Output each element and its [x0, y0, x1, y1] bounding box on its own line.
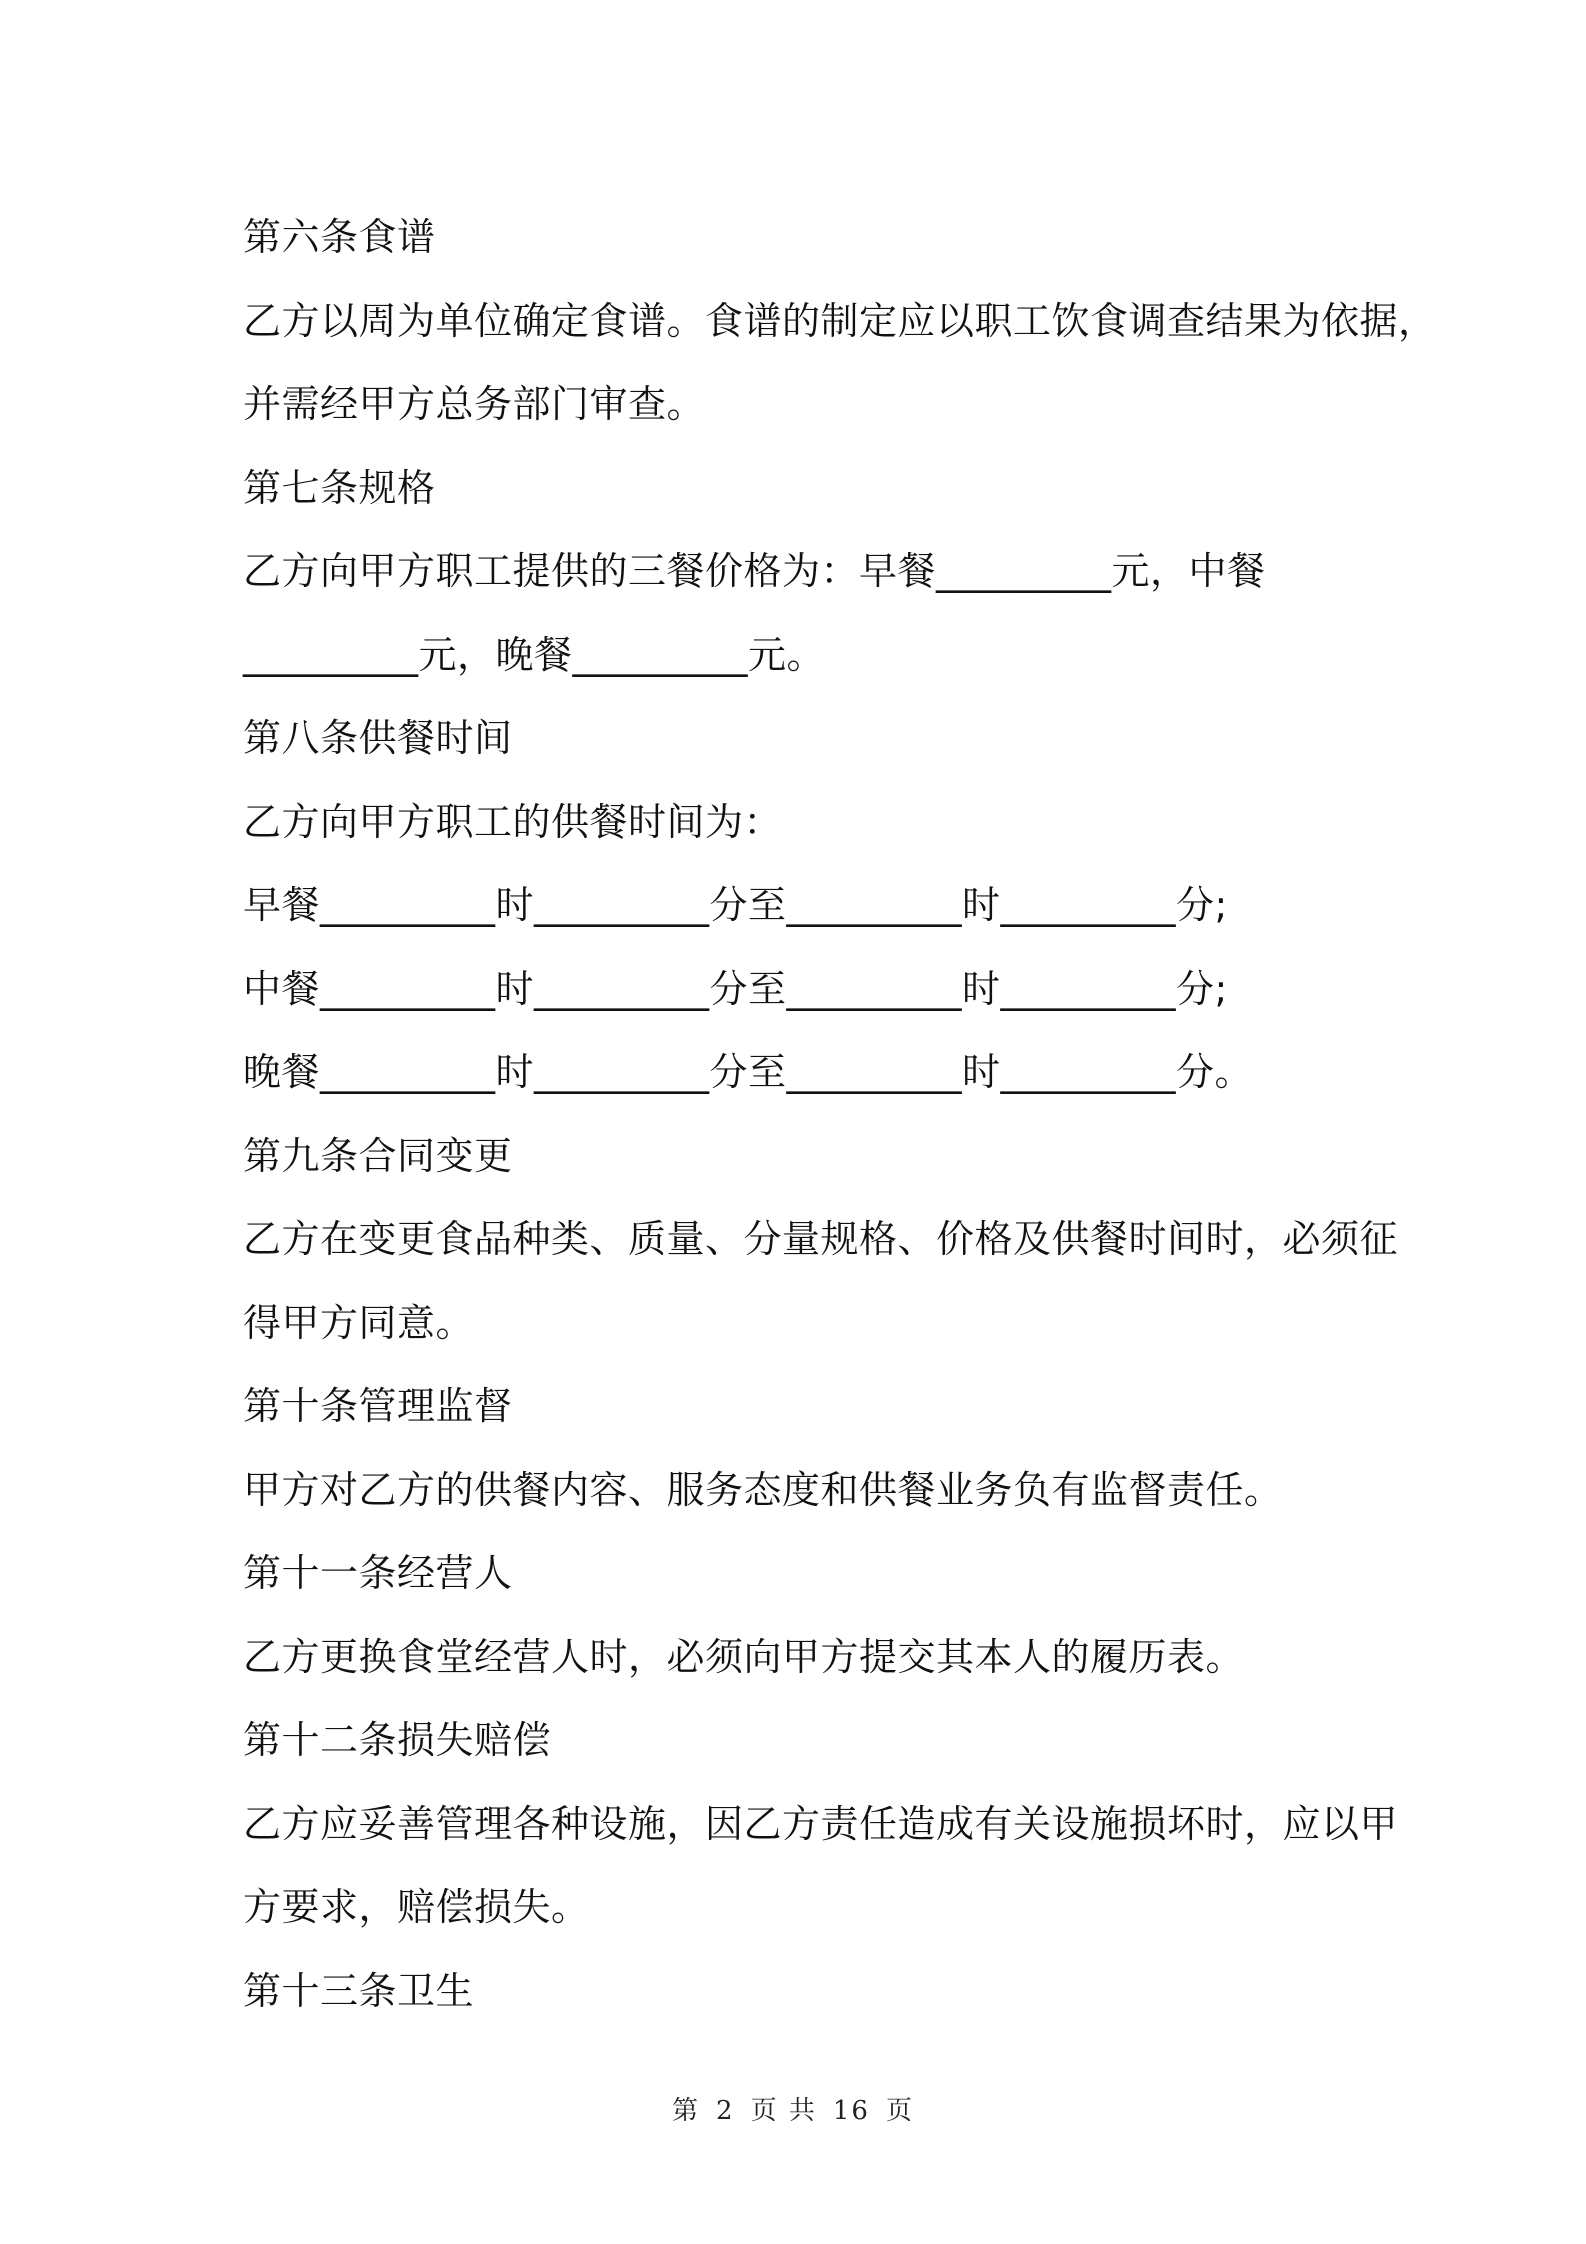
article-8-heading: 第八条供餐时间 — [243, 716, 513, 760]
footer-middle: 页 共 — [750, 2096, 817, 2126]
article-11-text: 乙方更换食堂经营人时，必须向甲方提交其本人的履历表。 — [243, 1634, 1245, 1679]
footer-current-page: 2 — [716, 2096, 735, 2126]
article-8-intro: 乙方向甲方职工的供餐时间为： — [243, 799, 783, 844]
article-12-text-line-2: 方要求，赔偿损失。 — [243, 1885, 590, 1929]
article-6-text-line-1: 乙方以周为单位确定食谱。食谱的制定应以职工饮食调查结果为依据， — [243, 298, 1437, 343]
footer-suffix: 页 — [885, 2096, 914, 2126]
article-10-heading: 第十条管理监督 — [243, 1384, 513, 1428]
footer-total-pages: 16 — [832, 2096, 870, 2126]
article-7-text-line-2: _________元，晚餐_________元。 — [243, 632, 826, 677]
article-9-text-line-2: 得甲方同意。 — [243, 1300, 475, 1345]
article-7-heading: 第七条规格 — [243, 465, 436, 510]
page-footer — [0, 2090, 1586, 2127]
article-12-text-line-1: 乙方应妥善管理各种设施，因乙方责任造成有关设施损坏时，应以甲 — [243, 1801, 1399, 1846]
article-7-text-line-1: 乙方向甲方职工提供的三餐价格为：早餐_________元，中餐 — [243, 549, 1266, 593]
article-9-heading: 第九条合同变更 — [243, 1133, 513, 1178]
article-12-heading: 第十二条损失赔偿 — [243, 1718, 552, 1762]
footer-prefix: 第 — [672, 2096, 701, 2126]
dinner-time-line: 晚餐_________时_________分至_________时_________分。 — [243, 1050, 1254, 1094]
article-11-heading: 第十一条经营人 — [243, 1551, 513, 1595]
document-body — [243, 196, 1437, 2033]
article-13-heading: 第十三条卫生 — [243, 1968, 475, 2013]
breakfast-time-line: 早餐_________时_________分至_________时_________分; — [243, 883, 1228, 927]
article-9-text-line-1: 乙方在变更食品种类、质量、分量规格、价格及供餐时间时，必须征 — [243, 1217, 1399, 1261]
article-6-heading: 第六条食谱 — [243, 215, 436, 259]
article-6-text-line-2: 并需经甲方总务部门审查。 — [243, 382, 706, 426]
lunch-time-line: 中餐_________时_________分至_________时_________分; — [243, 966, 1228, 1011]
article-10-text: 甲方对乙方的供餐内容、服务态度和供餐业务负有监督责任。 — [243, 1467, 1283, 1512]
